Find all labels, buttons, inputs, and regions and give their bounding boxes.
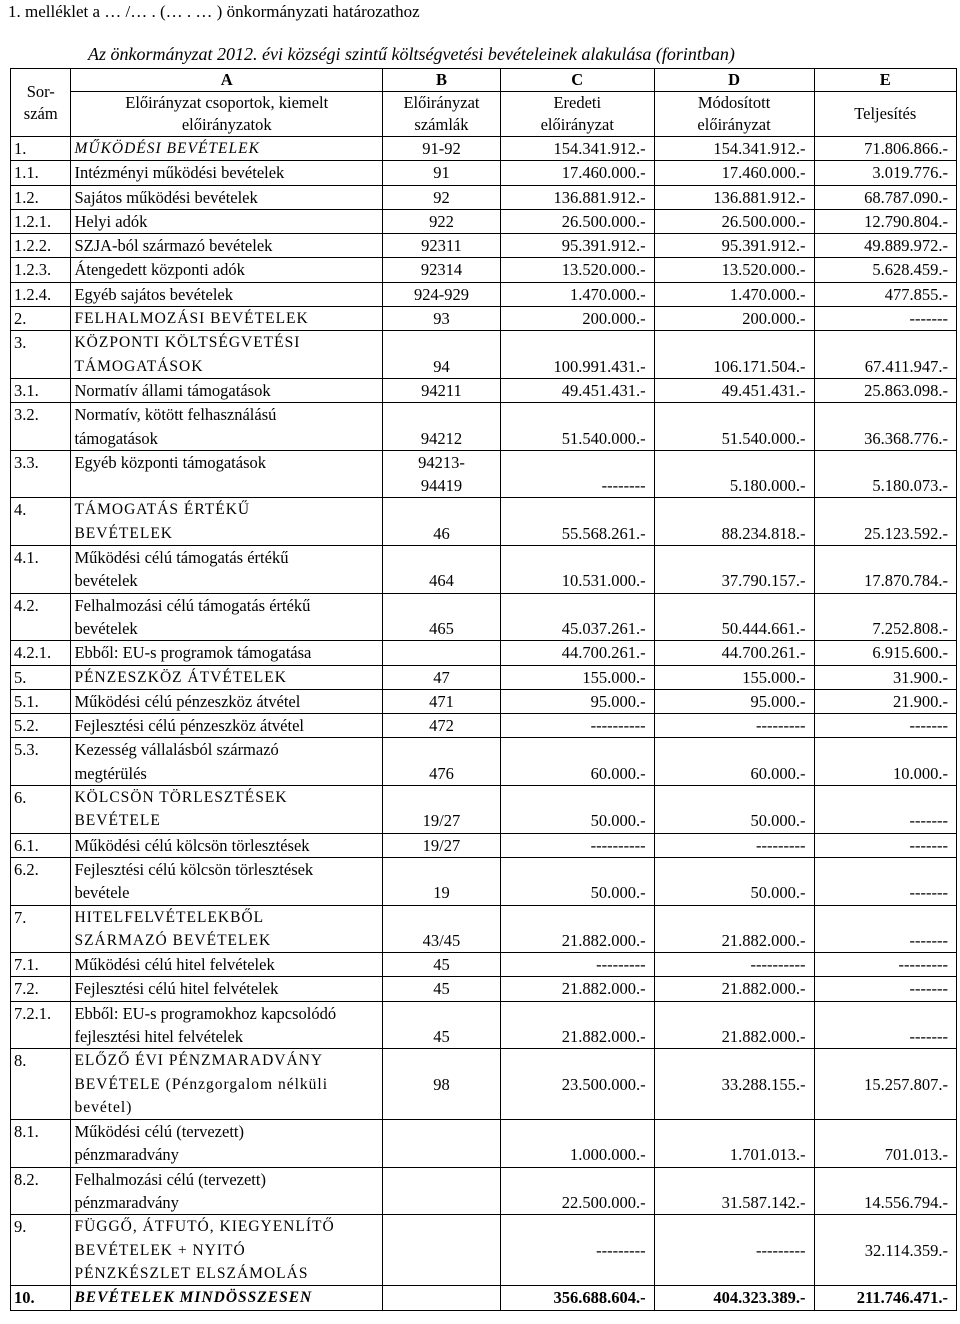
- row-name: Intézményi működési bevételek: [71, 161, 383, 185]
- row-code: 19/27: [383, 786, 501, 834]
- row-original-amount: 49.451.431.-: [500, 378, 654, 402]
- row-original-amount: 1.470.000.-: [500, 282, 654, 306]
- row-actual-amount: 701.013.-: [814, 1120, 957, 1168]
- table-row: [11, 450, 957, 498]
- row-code: 94213- 94419: [383, 450, 501, 498]
- row-name: Működési célú pénzeszköz átvétel: [71, 689, 383, 713]
- table-row: [11, 833, 957, 857]
- row-original-amount: 95.000.-: [500, 689, 654, 713]
- row-modified-amount: 21.882.000.-: [654, 1001, 814, 1049]
- row-code: 98: [383, 1049, 501, 1120]
- row-actual-amount: -------: [814, 833, 957, 857]
- row-number: 4.2.: [11, 593, 71, 641]
- row-code: [383, 1120, 501, 1168]
- row-number: 3.1.: [11, 378, 71, 402]
- row-original-amount: 100.991.431.-: [500, 331, 654, 379]
- table-row: [11, 1286, 957, 1310]
- row-modified-amount: 51.540.000.-: [654, 403, 814, 451]
- table-row: [11, 282, 957, 306]
- row-code: [383, 1215, 501, 1286]
- row-number: 1.2.4.: [11, 282, 71, 306]
- row-name: Átengedett központi adók: [71, 258, 383, 282]
- row-name: Kezesség vállalásból származó megtérülés: [71, 738, 383, 786]
- row-name: BEVÉTELEK MINDÖSSZESEN: [71, 1286, 383, 1310]
- row-number: 1.2.: [11, 185, 71, 209]
- row-actual-amount: 477.855.-: [814, 282, 957, 306]
- row-modified-amount: 1.470.000.-: [654, 282, 814, 306]
- row-actual-amount: 49.889.972.-: [814, 234, 957, 258]
- table-row: [11, 738, 957, 786]
- row-original-amount: 21.882.000.-: [500, 905, 654, 953]
- row-modified-amount: 1.701.013.-: [654, 1120, 814, 1168]
- row-actual-amount: 21.900.-: [814, 689, 957, 713]
- row-original-amount: --------: [500, 450, 654, 498]
- row-actual-amount: 5.628.459.-: [814, 258, 957, 282]
- row-original-amount: 44.700.261.-: [500, 641, 654, 665]
- row-name: FÜGGŐ, ÁTFUTÓ, KIEGYENLÍTŐ BEVÉTELEK + NYITÓ PÉNZKÉSZLET ELSZÁMOLÁS: [71, 1215, 383, 1286]
- row-code: [383, 1167, 501, 1215]
- row-code: [383, 1286, 501, 1310]
- row-actual-amount: -------: [814, 977, 957, 1001]
- row-code: 19/27: [383, 833, 501, 857]
- row-modified-amount: ---------: [654, 714, 814, 738]
- revenue-table: [10, 68, 957, 1311]
- row-code: 465: [383, 593, 501, 641]
- attachment-note: 1. melléklet a … /… . (… . … ) önkormányzati határozathoz: [8, 2, 420, 21]
- row-name: MŰKÖDÉSI BEVÉTELEK: [71, 137, 383, 161]
- row-code: 91-92: [383, 137, 501, 161]
- row-number: 5.1.: [11, 689, 71, 713]
- row-number: 8.2.: [11, 1167, 71, 1215]
- row-number: 5.: [11, 665, 71, 689]
- table-row: [11, 258, 957, 282]
- row-code: 92: [383, 185, 501, 209]
- row-modified-amount: ---------: [654, 833, 814, 857]
- row-number: 3.3.: [11, 450, 71, 498]
- header-c-label: Eredeti előirányzat: [500, 92, 654, 137]
- row-number: 10.: [11, 1286, 71, 1310]
- row-original-amount: 13.520.000.-: [500, 258, 654, 282]
- row-number: 9.: [11, 1215, 71, 1286]
- header-b-label: Előirányzat számlák: [383, 92, 501, 137]
- row-name: Működési célú kölcsön törlesztések: [71, 833, 383, 857]
- row-number: 8.: [11, 1049, 71, 1120]
- table-row: [11, 234, 957, 258]
- row-actual-amount: 71.806.866.-: [814, 137, 957, 161]
- row-name: Ebből: EU-s programok támogatása: [71, 641, 383, 665]
- row-actual-amount: 15.257.807.-: [814, 1049, 957, 1120]
- row-modified-amount: 13.520.000.-: [654, 258, 814, 282]
- row-number: 1.2.2.: [11, 234, 71, 258]
- row-modified-amount: 95.000.-: [654, 689, 814, 713]
- row-name: Fejlesztési célú kölcsön törlesztések bevétele: [71, 857, 383, 905]
- table-row: [11, 593, 957, 641]
- table-row: [11, 857, 957, 905]
- row-name: Működési célú hitel felvételek: [71, 953, 383, 977]
- row-modified-amount: 5.180.000.-: [654, 450, 814, 498]
- row-name: Felhalmozási célú (tervezett) pénzmaradvány: [71, 1167, 383, 1215]
- row-name: Ebből: EU-s programokhoz kapcsolódó fejlesztési hitel felvételek: [71, 1001, 383, 1049]
- row-code: 471: [383, 689, 501, 713]
- row-original-amount: 154.341.912.-: [500, 137, 654, 161]
- row-actual-amount: 36.368.776.-: [814, 403, 957, 451]
- row-number: 3.: [11, 331, 71, 379]
- table-row: [11, 1167, 957, 1215]
- header-e-label: Teljesítés: [814, 92, 957, 137]
- row-code: 45: [383, 977, 501, 1001]
- row-original-amount: 95.391.912.-: [500, 234, 654, 258]
- row-name: SZJA-ból származó bevételek: [71, 234, 383, 258]
- row-name: Egyéb sajátos bevételek: [71, 282, 383, 306]
- row-modified-amount: 136.881.912.-: [654, 185, 814, 209]
- row-code: 464: [383, 546, 501, 594]
- table-row: [11, 378, 957, 402]
- row-code: 91: [383, 161, 501, 185]
- row-name: KÖLCSÖN TÖRLESZTÉSEK BEVÉTELE: [71, 786, 383, 834]
- table-row: [11, 689, 957, 713]
- row-code: 472: [383, 714, 501, 738]
- table-row: [11, 307, 957, 331]
- page-title: Az önkormányzat 2012. évi községi szintű költségvetési bevételeinek alakulása (forintban): [88, 44, 735, 64]
- row-number: 6.: [11, 786, 71, 834]
- row-modified-amount: 95.391.912.-: [654, 234, 814, 258]
- row-code: 94211: [383, 378, 501, 402]
- row-original-amount: 200.000.-: [500, 307, 654, 331]
- header-letter-b: B: [383, 69, 501, 92]
- row-code: 93: [383, 307, 501, 331]
- row-number: 8.1.: [11, 1120, 71, 1168]
- table-row: [11, 209, 957, 233]
- row-modified-amount: 50.444.661.-: [654, 593, 814, 641]
- row-code: 43/45: [383, 905, 501, 953]
- row-modified-amount: 404.323.389.-: [654, 1286, 814, 1310]
- row-original-amount: 60.000.-: [500, 738, 654, 786]
- row-number: 2.: [11, 307, 71, 331]
- table-row: [11, 1049, 957, 1120]
- header-letter-row: [11, 69, 957, 92]
- row-code: 94212: [383, 403, 501, 451]
- row-actual-amount: 12.790.804.-: [814, 209, 957, 233]
- row-modified-amount: 50.000.-: [654, 786, 814, 834]
- table-row: [11, 977, 957, 1001]
- header-sorszam: Sor- szám: [11, 69, 71, 137]
- row-original-amount: ---------: [500, 953, 654, 977]
- row-code: 924-929: [383, 282, 501, 306]
- row-code: 45: [383, 1001, 501, 1049]
- row-actual-amount: 68.787.090.-: [814, 185, 957, 209]
- row-modified-amount: 106.171.504.-: [654, 331, 814, 379]
- row-name: Működési célú támogatás értékű bevételek: [71, 546, 383, 594]
- row-actual-amount: 25.123.592.-: [814, 498, 957, 546]
- row-modified-amount: 21.882.000.-: [654, 905, 814, 953]
- table-row: [11, 953, 957, 977]
- row-actual-amount: 17.870.784.-: [814, 546, 957, 594]
- table-row: [11, 161, 957, 185]
- row-number: 7.2.: [11, 977, 71, 1001]
- table-row: [11, 1120, 957, 1168]
- table-row: [11, 185, 957, 209]
- row-name: Fejlesztési célú pénzeszköz átvétel: [71, 714, 383, 738]
- row-code: 46: [383, 498, 501, 546]
- row-actual-amount: 211.746.471.-: [814, 1286, 957, 1310]
- row-name: Helyi adók: [71, 209, 383, 233]
- row-name: Egyéb központi támogatások: [71, 450, 383, 498]
- row-actual-amount: 25.863.098.-: [814, 378, 957, 402]
- row-code: 94: [383, 331, 501, 379]
- table-row: [11, 546, 957, 594]
- row-name: FELHALMOZÁSI BEVÉTELEK: [71, 307, 383, 331]
- row-actual-amount: 3.019.776.-: [814, 161, 957, 185]
- table-row: [11, 905, 957, 953]
- row-modified-amount: 155.000.-: [654, 665, 814, 689]
- table-row: [11, 665, 957, 689]
- row-original-amount: 21.882.000.-: [500, 1001, 654, 1049]
- header-letter-e: E: [814, 69, 957, 92]
- row-actual-amount: 67.411.947.-: [814, 331, 957, 379]
- row-name: Normatív állami támogatások: [71, 378, 383, 402]
- row-name: Működési célú (tervezett) pénzmaradvány: [71, 1120, 383, 1168]
- row-original-amount: 17.460.000.-: [500, 161, 654, 185]
- row-name: ELŐZŐ ÉVI PÉNZMARADVÁNY BEVÉTELE (Pénzgorgalom nélküli bevétel): [71, 1049, 383, 1120]
- header-label-row: [11, 92, 957, 137]
- row-modified-amount: 154.341.912.-: [654, 137, 814, 161]
- row-actual-amount: 14.556.794.-: [814, 1167, 957, 1215]
- row-code: [383, 641, 501, 665]
- row-actual-amount: 6.915.600.-: [814, 641, 957, 665]
- row-name: Normatív, kötött felhasználású támogatások: [71, 403, 383, 451]
- row-modified-amount: 21.882.000.-: [654, 977, 814, 1001]
- row-actual-amount: ---------: [814, 953, 957, 977]
- table-row: [11, 331, 957, 379]
- row-modified-amount: 26.500.000.-: [654, 209, 814, 233]
- row-original-amount: 23.500.000.-: [500, 1049, 654, 1120]
- row-actual-amount: 7.252.808.-: [814, 593, 957, 641]
- row-original-amount: 45.037.261.-: [500, 593, 654, 641]
- header-d-label: Módosított előirányzat: [654, 92, 814, 137]
- row-number: 7.: [11, 905, 71, 953]
- row-original-amount: ----------: [500, 714, 654, 738]
- row-modified-amount: 60.000.-: [654, 738, 814, 786]
- row-actual-amount: -------: [814, 307, 957, 331]
- table-row: [11, 137, 957, 161]
- row-original-amount: 50.000.-: [500, 786, 654, 834]
- row-modified-amount: 31.587.142.-: [654, 1167, 814, 1215]
- row-original-amount: 155.000.-: [500, 665, 654, 689]
- row-number: 1.2.1.: [11, 209, 71, 233]
- row-actual-amount: -------: [814, 714, 957, 738]
- header-letter-d: D: [654, 69, 814, 92]
- row-modified-amount: ----------: [654, 953, 814, 977]
- header-letter-a: A: [71, 69, 383, 92]
- table-row: [11, 498, 957, 546]
- row-actual-amount: -------: [814, 857, 957, 905]
- row-name: Felhalmozási célú támogatás értékű bevételek: [71, 593, 383, 641]
- row-actual-amount: 32.114.359.-: [814, 1215, 957, 1286]
- row-modified-amount: 49.451.431.-: [654, 378, 814, 402]
- row-number: 4.2.1.: [11, 641, 71, 665]
- row-original-amount: 1.000.000.-: [500, 1120, 654, 1168]
- row-name: PÉNZESZKÖZ ÁTVÉTELEK: [71, 665, 383, 689]
- row-number: 1.1.: [11, 161, 71, 185]
- row-number: 5.2.: [11, 714, 71, 738]
- row-code: 922: [383, 209, 501, 233]
- row-original-amount: ---------: [500, 1215, 654, 1286]
- row-actual-amount: 31.900.-: [814, 665, 957, 689]
- row-actual-amount: -------: [814, 905, 957, 953]
- row-code: 92311: [383, 234, 501, 258]
- row-name: Fejlesztési célú hitel felvételek: [71, 977, 383, 1001]
- row-number: 4.1.: [11, 546, 71, 594]
- row-original-amount: ----------: [500, 833, 654, 857]
- row-actual-amount: -------: [814, 1001, 957, 1049]
- row-original-amount: 22.500.000.-: [500, 1167, 654, 1215]
- table-row: [11, 403, 957, 451]
- row-original-amount: 55.568.261.-: [500, 498, 654, 546]
- row-number: 6.1.: [11, 833, 71, 857]
- table-row: [11, 786, 957, 834]
- row-original-amount: 356.688.604.-: [500, 1286, 654, 1310]
- row-code: 476: [383, 738, 501, 786]
- row-original-amount: 136.881.912.-: [500, 185, 654, 209]
- row-code: 92314: [383, 258, 501, 282]
- row-actual-amount: 5.180.073.-: [814, 450, 957, 498]
- row-code: 45: [383, 953, 501, 977]
- row-number: 3.2.: [11, 403, 71, 451]
- row-name: KÖZPONTI KÖLTSÉGVETÉSI TÁMOGATÁSOK: [71, 331, 383, 379]
- row-modified-amount: 50.000.-: [654, 857, 814, 905]
- row-modified-amount: 33.288.155.-: [654, 1049, 814, 1120]
- row-modified-amount: ---------: [654, 1215, 814, 1286]
- table-row: [11, 1215, 957, 1286]
- table-row: [11, 1001, 957, 1049]
- row-name: TÁMOGATÁS ÉRTÉKŰ BEVÉTELEK: [71, 498, 383, 546]
- row-name: Sajátos működési bevételek: [71, 185, 383, 209]
- row-original-amount: 26.500.000.-: [500, 209, 654, 233]
- row-number: 5.3.: [11, 738, 71, 786]
- row-modified-amount: 37.790.157.-: [654, 546, 814, 594]
- row-modified-amount: 44.700.261.-: [654, 641, 814, 665]
- row-modified-amount: 88.234.818.-: [654, 498, 814, 546]
- table-row: [11, 641, 957, 665]
- header-a-label: Előirányzat csoportok, kiemelt előirányzatok: [71, 92, 383, 137]
- row-actual-amount: -------: [814, 786, 957, 834]
- row-number: 4.: [11, 498, 71, 546]
- row-modified-amount: 17.460.000.-: [654, 161, 814, 185]
- row-original-amount: 51.540.000.-: [500, 403, 654, 451]
- row-number: 7.2.1.: [11, 1001, 71, 1049]
- row-original-amount: 10.531.000.-: [500, 546, 654, 594]
- row-actual-amount: 10.000.-: [814, 738, 957, 786]
- row-number: 7.1.: [11, 953, 71, 977]
- row-name: HITELFELVÉTELEKBŐL SZÁRMAZÓ BEVÉTELEK: [71, 905, 383, 953]
- row-number: 1.: [11, 137, 71, 161]
- row-number: 6.2.: [11, 857, 71, 905]
- table-row: [11, 714, 957, 738]
- header-letter-c: C: [500, 69, 654, 92]
- row-original-amount: 50.000.-: [500, 857, 654, 905]
- row-code: 19: [383, 857, 501, 905]
- row-code: 47: [383, 665, 501, 689]
- row-modified-amount: 200.000.-: [654, 307, 814, 331]
- row-original-amount: 21.882.000.-: [500, 977, 654, 1001]
- row-number: 1.2.3.: [11, 258, 71, 282]
